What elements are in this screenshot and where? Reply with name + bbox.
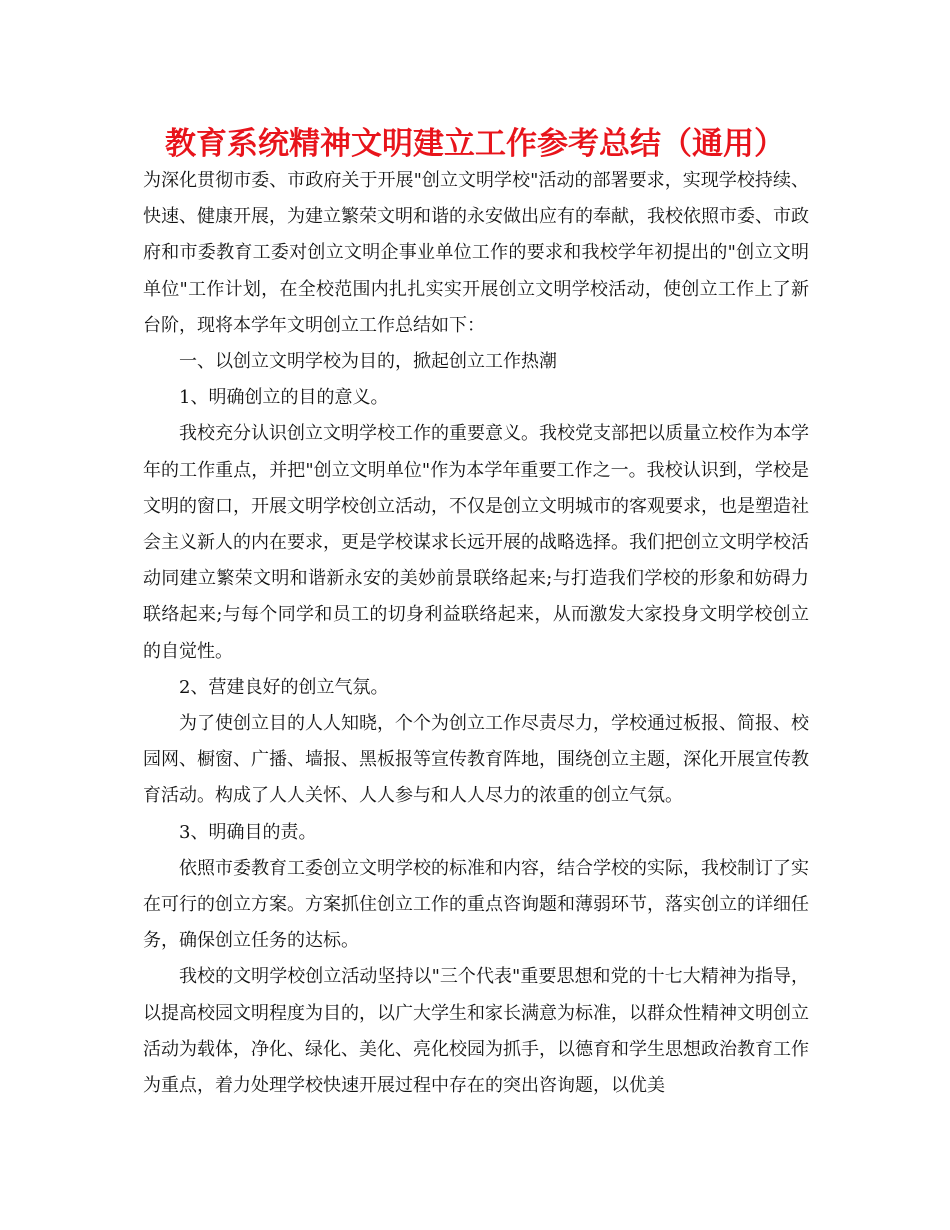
paragraph-atmosphere: 为了使创立目的人人知晓，个个为创立工作尽责尽力，学校通过板报、简报、校园网、橱窗、广播、墙报、黑板报等宣传教育阵地，围绕创立主题，深化开展宣传教育活动。构成了人人关怀、人人参与和人人尽力的浓重的创立气氛。 [143,713,809,807]
document-title: 教育系统精神文明建立工作参考总结（通用） [165,126,785,162]
document-body [143,163,809,1104]
paragraph-intro: 为深化贯彻市委、市政府关于开展"创立文明学校"活动的部署要求，实现学校持续、快速、健康开展，为建立繁荣文明和谐的永安做出应有的奉献，我校依照市委、市政府和市委教育工委对创立文明企事业单位工作的要求和我校学年初提出的"创立文明单位"工作计划，在全校范围内扎扎实实开展创立文明学校活动，使创立工作上了新台阶，现将本学年文明创立工作总结如下： [143,170,809,336]
paragraph-significance: 我校充分认识创立文明学校工作的重要意义。我校党支部把以质量立校作为本学年的工作重点，并把"创立文明单位"作为本学年重要工作之一。我校认识到，学校是文明的窗口，开展文明学校创立活动，不仅是创立文明城市的客观要求，也是塑造社会主义新人的内在要求，更是学校谋求长远开展的战略选择。我们把创立文明学校活动同建立繁荣文明和谐新永安的美妙前景联络起来;与打造我们学校的形象和妨碍力联络起来;与每个同学和员工的切身利益联络起来，从而激发大家投身文明学校创立的自觉性。 [143,423,809,662]
subheading-3: 3、明确目的责。 [179,821,317,843]
paragraph-plan: 依照市委教育工委创立文明学校的标准和内容，结合学校的实际，我校制订了实在可行的创立方案。方案抓住创立工作的重点咨询题和薄弱环节，落实创立的详细任务，确保创立任务的达标。 [143,857,809,952]
paragraph-guidance: 我校的文明学校创立活动坚持以"三个代表"重要思想和党的十七大精神为指导，以提高校园文明程度为目的，以广大学生和家长满意为标准，以群众性精神文明创立活动为载体，净化、绿化、美化、亮化校园为抓手，以德育和学生思想政治教育工作为重点，着力处理学校快速开展过程中存在的突出咨询题，以优美 [143,966,809,1097]
section-heading-1: 一、以创立文明学校为目的，掀起创立工作热潮 [179,351,557,373]
subheading-1: 1、明确创立的目的意义。 [179,387,389,409]
subheading-2: 2、营建良好的创立气氛。 [179,676,389,698]
